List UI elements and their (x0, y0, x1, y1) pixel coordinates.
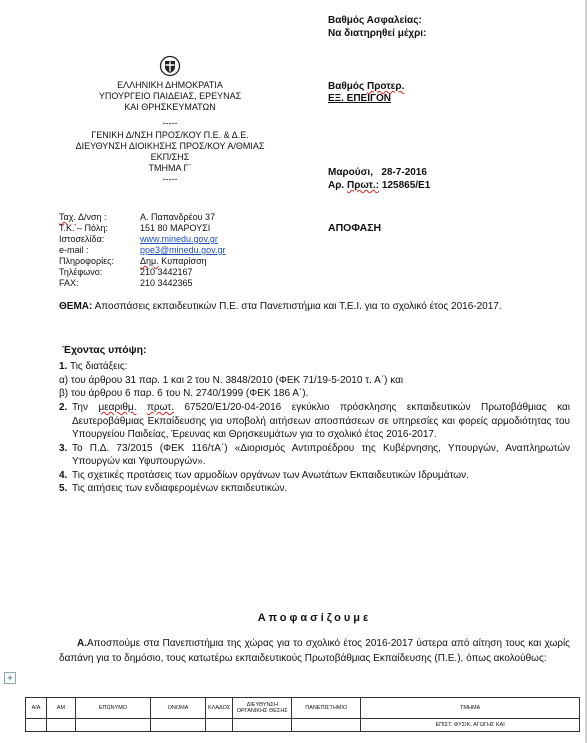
urgent-label: ΕΞ. ΕΠΕΙΓΟΝ (328, 93, 392, 104)
considering-heading: Έχοντας υπόψη: (62, 344, 147, 356)
contact-person-value: Δημ. Κυπαρίσση (140, 256, 207, 266)
decide-heading: Αποφασίζουμε (257, 612, 372, 624)
decision-paragraph: Α.Αποσπούμε στα Πανεπιστήμια της χώρας για το σχολικό έτος 2016-2017 ύστερα από αίτηση τους και χωρίς δαπάνη για το δημόσιο, τους κατωτέρω εκπαιδευτικούς Πρωτοβάθμιας Εκπαίδευσης (Π.Ε.), όπως ακολούθως: (59, 638, 570, 664)
decision-label: ΑΠΟΦΑΣΗ (328, 222, 382, 234)
header-line: ΕΛΛΗΝΙΚΗ ΔΗΜΟΚΡΑΤΙΑ (117, 80, 223, 90)
table-header-cell: Α/Α (26, 698, 47, 719)
header-divider: ----- (162, 118, 178, 128)
table-header-cell: ΟΝΟΜΑ (151, 698, 206, 719)
keep-until: Να διατηρηθεί μέχρι: (328, 28, 427, 39)
header-line: ΤΜΗΜΑ Γ΄ (148, 163, 192, 173)
address-value: Α. Παπανδρέου 37 (140, 212, 216, 222)
fax-value: 210 3442365 (140, 278, 193, 288)
header-line: ΓΕΝΙΚΗ Δ/ΝΣΗ ΠΡΟΣ/ΚΟΥ Π.Ε. & Δ.Ε. (91, 130, 249, 140)
table-header-cell: ΕΠΩΝΥΜΟ (76, 698, 151, 719)
header-divider: ----- (162, 174, 178, 184)
priority-grade: Βαθμός Προτερ. (328, 81, 405, 92)
table-header-cell: ΔΙΕΥΘΥΝΣΗ ΟΡΓΑΝΙΚΗΣ ΘΕΣΗΣ (233, 698, 292, 719)
greek-emblem-icon (159, 55, 181, 77)
table-move-handle-icon[interactable]: + (4, 672, 16, 684)
document-page: ΕΛΛΗΝΙΚΗ ΔΗΜΟΚΡΑΤΙΑ ΥΠΟΥΡΓΕΙΟ ΠΑΙΔΕΙΑΣ, ΕΡΕΥΝΑΣ ΚΑΙ ΘΡΗΣΚΕΥΜΑΤΩΝ ----- ΓΕΝΙΚΗ Δ/ΝΣΗ ΠΡΟΣ/ΚΟΥ Π.Ε. & Δ.Ε. ΔΙΕΥΘΥΝΣΗ ΔΙΟΙΚΗΣΗΣ ΠΡΟΣ/ΚΟΥ Α/ΘΜΙΑΣ ΕΚΠ/ΣΗΣ ΤΜΗΜΑ Γ΄ ----- Βαθμός Ασφαλείας: Να διατηρηθεί μέχρι: Βαθμός Προτερ. ΕΞ. ΕΠΕΙΓΟΝ Μαρούσι, 28-7-2016 Αρ. Πρωτ.: 125865/Ε1 ΑΠΟΦΑΣΗ Ταχ. Δ/νση : Τ.Κ. – Πόλη: Ιστοσελίδα: e-mail : Πληροφορίες: Τηλέφωνο: FAX: Α. Παπανδρέου 37 151 80 ΜΑΡΟΥΣΙ www.minedu.gov.gr ppe3@minedu.gov.gr Δημ. Κυπαρίσση 210 3442167 210 3442365 ΘΕΜΑ: Αποσπάσεις εκπαιδευτικών Π.Ε. στα Πανεπιστήμια και Τ.Ε.Ι. για το σχολικό έτος 2016-2017. Έχοντας υπόψη: 1. Τις διατάξεις: α) του άρθρου 31 παρ. 1 και 2 του Ν. 3848/2010 (ΦΕΚ 71/19-5-2010 τ. Α΄) και β) του άρθρου 6 παρ. 6 του Ν. 2740/1999 (ΦΕΚ 186 Α΄). 2. Την μεαριθμ. πρωτ. 67520/Ε1/20-04-2016 εγκύκλιο πρόσκλησης εκπαιδευτικών Πρωτοβάθμιας και Δευτεροβάθμιας Εκπαίδευσης για υποβολή αιτήσεων αποσπάσεων σε υπηρεσίες και φορείς αρμοδιότητας του Υπουργείου Παιδείας, Έρευνας και Θρησκευμάτων για το σχολικό έτος 2016-2017. 3. Το Π.Δ. 73/2015 (ΦΕΚ 116/τΑ΄) «Διορισμός Αντιπροέδρου της Κυβέρνησης, Υπουργών, Αναπληρωτών Υπουργών και Υφυπουργών». 4. Τις σχετικές προτάσεις των αρμοδίων οργάνων των Ανωτάτων Εκπαιδευτικών Ιδρυμάτων. 5. Τις αιτήσεις των ενδιαφερομένων εκπαιδευτικών. Αποφασίζουμε Α.Αποσπούμε στα Πανεπιστήμια της χώρας για το σχολικό έτος 2016-2017 ύστερα από αίτηση τους και χωρίς δαπάνη για το δημόσιο, τους κατωτέρω εκπαιδευτικούς Πρωτοβάθμιας Εκπαίδευσης (Π.Ε.), όπως ακολούθως: + Α/Α ΑΜ ΕΠΩΝΥΜΟ ΟΝΟΜΑ ΚΛΑΔΟΣ ΔΙΕΥΘΥΝΣΗ ΟΡΓΑΝΙΚΗΣ ΘΕΣΗΣ ΠΑΝΕΠΙΣΤΗΜΙΟ ΤΜΗΜΑ ΕΠΙΣΤ. ΦΥΣΙΚ. ΑΓΩΓΗΣ ΚΑΙ (0, 0, 586, 743)
postcode-value: 151 80 ΜΑΡΟΥΣΙ (140, 223, 211, 233)
table-header-cell: ΠΑΝΕΠΙΣΤΗΜΙΟ (292, 698, 361, 719)
table-header-cell: ΤΜΗΜΑ (361, 698, 580, 719)
table-header-cell: ΑΜ (47, 698, 76, 719)
phone-value: 210 3442167 (140, 267, 193, 277)
table-header-cell: ΚΛΑΔΟΣ (206, 698, 233, 719)
header-line: ΔΙΕΥΘΥΝΣΗ ΔΙΟΙΚΗΣΗΣ ΠΡΟΣ/ΚΟΥ Α/ΘΜΙΑΣ (75, 141, 265, 151)
list-item: 3. Το Π.Δ. 73/2015 (ΦΕΚ 116/τΑ΄) «Διορισμός Αντιπροέδρου της Κυβέρνησης, Υπουργών, Αναπληρωτών Υπουργών και Υφυπουργών». (59, 442, 570, 467)
table-header-row (26, 698, 580, 719)
list-item: 1. Τις διατάξεις: (59, 361, 128, 372)
security-grade: Βαθμός Ασφαλείας: (328, 15, 422, 26)
list-item: 4. Τις σχετικές προτάσεις των αρμοδίων οργάνων των Ανωτάτων Εκπαιδευτικών Ιδρυμάτων. (59, 469, 469, 481)
website-link[interactable]: www.minedu.gov.gr (140, 234, 218, 244)
header-line: ΥΠΟΥΡΓΕΙΟ ΠΑΙΔΕΙΑΣ, ΕΡΕΥΝΑΣ (98, 91, 242, 101)
list-item: α) του άρθρου 31 παρ. 1 και 2 του Ν. 3848/2010 (ΦΕΚ 71/19-5-2010 τ. Α΄) και (59, 374, 404, 386)
list-item: 5. Τις αιτήσεις των ενδιαφερομένων εκπαιδευτικών. (59, 483, 288, 494)
date-line: Μαρούσι, 28-7-2016 (328, 167, 427, 178)
subject: ΘΕΜΑ: Αποσπάσεις εκπαιδευτικών Π.Ε. στα Πανεπιστήμια και Τ.Ε.Ι. για το σχολικό έτος 2016-2017. (59, 301, 502, 312)
assignments-table (25, 697, 580, 732)
header-line: ΚΑΙ ΘΡΗΣΚΕΥΜΑΤΩΝ (124, 102, 216, 112)
table-row (26, 719, 580, 732)
header-line: ΕΚΠ/ΣΗΣ (150, 152, 190, 162)
protocol-line: Αρ. Πρωτ.: 125865/Ε1 (328, 180, 431, 191)
list-item: β) του άρθρου 6 παρ. 6 του Ν. 2740/1999 (ΦΕΚ 186 Α΄). (59, 388, 309, 399)
list-item: 2. Την μεαριθμ. πρωτ. 67520/Ε1/20-04-2016 εγκύκλιο πρόσκλησης εκπαιδευτικών Πρωτοβάθμιας και Δευτεροβάθμιας Εκπαίδευσης για υποβολή αιτήσεων αποσπάσεων σε υπηρεσίες και φορείς αρμοδιότητας του Υπουργείου Παιδείας, Έρευνας και Θρησκευμάτων για το σχολικό έτος 2016-2017. (59, 402, 570, 440)
email-link[interactable]: ppe3@minedu.gov.gr (140, 245, 226, 255)
table-cell: ΕΠΙΣΤ. ΦΥΣΙΚ. ΑΓΩΓΗΣ ΚΑΙ (361, 719, 580, 732)
